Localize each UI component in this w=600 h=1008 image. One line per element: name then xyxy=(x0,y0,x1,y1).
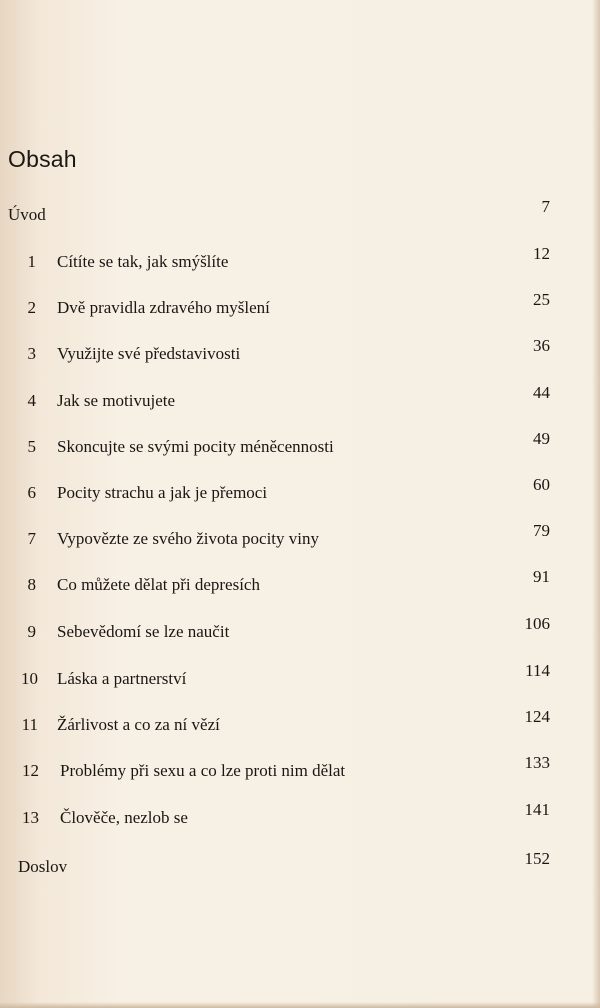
toc-chapter-page: 79 xyxy=(533,521,550,540)
toc-chapter-page: 36 xyxy=(533,336,550,355)
toc-chapter xyxy=(0,521,600,559)
toc-chapter-page: 60 xyxy=(533,475,550,494)
toc-chapter xyxy=(0,707,600,745)
toc-chapter-label: Láska a partnerství xyxy=(57,669,187,688)
toc-entry-label: Doslov xyxy=(18,857,68,876)
toc-entry-page: 152 xyxy=(524,849,550,868)
toc-chapter-page: 91 xyxy=(533,567,550,586)
toc-entry-label: Úvod xyxy=(8,205,46,224)
toc-chapter-number: 13 xyxy=(22,808,39,827)
toc-entry-intro xyxy=(0,197,600,235)
toc-chapter-label: Žárlivost a co za ní vězí xyxy=(57,715,220,734)
page-bottom-edge xyxy=(0,1002,600,1008)
toc-chapter-page: 114 xyxy=(525,661,550,680)
toc-chapter-label: Vypovězte ze svého života pocity viny xyxy=(57,529,320,548)
toc-chapter-page: 12 xyxy=(533,244,550,263)
toc-chapter-label: Problémy při sexu a co lze proti nim dělat xyxy=(60,761,346,780)
toc-chapter-page: 124 xyxy=(524,707,550,726)
toc-chapter-number: 6 xyxy=(27,483,36,502)
toc-chapter-number: 4 xyxy=(27,391,36,410)
toc-chapter-page: 141 xyxy=(524,800,550,819)
toc-entry-page: 7 xyxy=(541,197,550,216)
toc-chapter-label: Využijte své představivosti xyxy=(57,344,241,363)
toc-chapter-number: 9 xyxy=(27,622,36,641)
toc-chapter-number: 10 xyxy=(21,669,38,688)
toc-chapter-page: 25 xyxy=(533,290,550,309)
toc-chapter-number: 3 xyxy=(27,344,36,363)
toc-chapter-label: Pocity strachu a jak je přemoci xyxy=(57,483,268,502)
toc-chapter-page: 49 xyxy=(533,429,550,448)
toc-chapter xyxy=(0,429,600,467)
toc-chapter-number: 12 xyxy=(22,761,39,780)
toc-chapter-label: Dvě pravidla zdravého myšlení xyxy=(57,298,270,317)
toc-chapter xyxy=(0,244,600,282)
toc-chapter-label: Člověče, nezlob se xyxy=(60,808,188,827)
toc-chapter-number: 5 xyxy=(27,437,36,456)
toc-chapter xyxy=(0,661,600,699)
toc-chapter-number: 1 xyxy=(27,252,36,271)
toc-chapter xyxy=(0,800,600,838)
toc-chapter xyxy=(0,336,600,374)
toc-chapter-label: Co můžete dělat při depresích xyxy=(57,575,260,594)
toc-chapter-page: 106 xyxy=(524,614,550,633)
toc-title: Obsah xyxy=(8,146,77,172)
toc-chapter xyxy=(0,290,600,328)
toc-chapter-number: 8 xyxy=(27,575,36,594)
toc-chapter-number: 7 xyxy=(27,529,36,548)
toc-chapter-page: 133 xyxy=(524,753,550,772)
toc-chapter-label: Sebevědomí se lze naučit xyxy=(57,622,230,641)
toc-chapter xyxy=(0,567,600,605)
toc-entry-afterword xyxy=(0,849,600,887)
toc-chapter xyxy=(0,383,600,421)
toc-chapter-number: 11 xyxy=(21,715,38,734)
toc-chapter-label: Skoncujte se svými pocity méněcennosti xyxy=(57,437,334,456)
toc-chapter-number: 2 xyxy=(27,298,36,317)
toc-chapter xyxy=(0,753,600,791)
toc-chapter-page: 44 xyxy=(533,383,550,402)
toc-chapter-label: Cítíte se tak, jak smýšlíte xyxy=(57,252,229,271)
toc-chapter xyxy=(0,475,600,513)
toc-chapter xyxy=(0,614,600,652)
page-edge-shadow xyxy=(592,0,600,1008)
toc-chapter-label: Jak se motivujete xyxy=(57,391,176,410)
